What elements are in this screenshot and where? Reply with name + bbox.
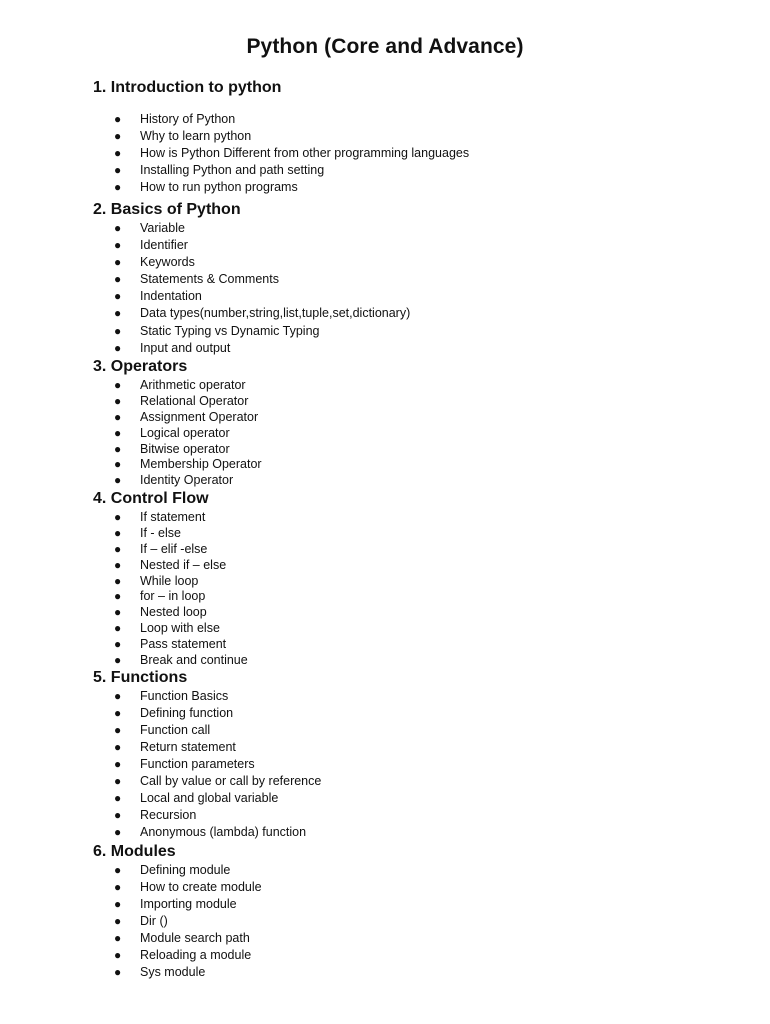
- bullet-icon: ●: [114, 706, 122, 720]
- list-item-label: How to create module: [140, 880, 262, 894]
- list-item-label: Relational Operator: [140, 393, 249, 408]
- bullet-icon: ●: [114, 757, 122, 771]
- list-item: [93, 722, 733, 739]
- bullet-icon: ●: [114, 409, 122, 424]
- bullet-icon: ●: [114, 863, 122, 877]
- list-item: [93, 425, 733, 441]
- list-item: [93, 879, 733, 896]
- list-item: [93, 441, 733, 457]
- list-item-label: Defining module: [140, 863, 231, 877]
- document-title: Python (Core and Advance): [246, 35, 524, 58]
- list-item-label: While loop: [140, 573, 199, 588]
- bullet-icon: ●: [114, 637, 122, 652]
- section-modules: [93, 842, 733, 981]
- list-item-label: Recursion: [140, 808, 197, 822]
- bullet-list: [93, 111, 733, 196]
- list-item: [93, 862, 733, 879]
- section-heading: 1. Introduction to python: [93, 79, 282, 96]
- bullet-list: [93, 509, 733, 668]
- bullet-icon: ●: [114, 723, 122, 737]
- list-item-label: Arithmetic operator: [140, 378, 246, 392]
- bullet-list: [93, 377, 733, 488]
- section-introduction: [93, 78, 733, 196]
- list-item: [93, 541, 733, 557]
- bullet-list: [93, 688, 733, 841]
- list-item: [93, 340, 733, 357]
- bullet-icon: ●: [114, 621, 122, 636]
- bullet-icon: ●: [114, 740, 122, 754]
- bullet-icon: ●: [114, 221, 122, 235]
- list-item: [93, 824, 733, 841]
- list-item-label: Bitwise operator: [140, 441, 230, 456]
- list-item: [93, 377, 733, 393]
- list-item-label: Pass statement: [140, 637, 227, 652]
- list-item-label: Loop with else: [140, 621, 220, 636]
- bullet-icon: ●: [114, 791, 122, 805]
- list-item: [93, 254, 733, 271]
- list-item: [93, 604, 733, 620]
- list-item-label: Anonymous (lambda) function: [140, 825, 307, 839]
- list-item: [93, 773, 733, 790]
- bullet-icon: ●: [114, 510, 122, 524]
- bullet-icon: ●: [114, 425, 122, 440]
- bullet-icon: ●: [114, 272, 122, 287]
- list-item: [93, 756, 733, 773]
- list-item-label: If – elif -else: [140, 541, 208, 556]
- bullet-list: [93, 220, 733, 357]
- list-item-label: Module search path: [140, 931, 250, 945]
- list-item-label: If - else: [140, 525, 181, 540]
- list-item-label: Nested loop: [140, 605, 207, 620]
- list-item: [93, 288, 733, 305]
- list-item: [93, 128, 733, 145]
- list-item: [93, 472, 733, 488]
- list-item: [93, 557, 733, 573]
- list-item: [93, 790, 733, 807]
- list-item-label: Function Basics: [140, 689, 229, 703]
- list-item-label: Identity Operator: [140, 473, 234, 488]
- list-item-label: How is Python Different from other programming languages: [140, 146, 470, 160]
- list-item-label: Keywords: [140, 255, 195, 270]
- section-heading: 6. Modules: [93, 843, 176, 860]
- list-item-label: Dir (): [140, 914, 168, 928]
- list-item: [93, 111, 733, 128]
- list-item: [93, 162, 733, 179]
- list-item: [93, 652, 733, 668]
- bullet-icon: ●: [114, 238, 122, 253]
- bullet-icon: ●: [114, 557, 122, 572]
- list-item: [93, 620, 733, 636]
- bullet-icon: ●: [114, 605, 122, 620]
- list-item-label: Statements & Comments: [140, 272, 279, 287]
- bullet-icon: ●: [114, 689, 122, 703]
- bullet-icon: ●: [114, 255, 122, 270]
- list-item: [93, 896, 733, 913]
- list-item: [93, 456, 733, 472]
- list-item-label: Variable: [140, 221, 185, 235]
- list-item-label: Data types(number,string,list,tuple,set,dictionary): [140, 306, 411, 321]
- list-item: [93, 393, 733, 409]
- list-item: [93, 705, 733, 722]
- bullet-icon: ●: [114, 525, 122, 540]
- bullet-icon: ●: [114, 573, 122, 588]
- bullet-icon: ●: [114, 589, 122, 604]
- bullet-icon: ●: [114, 541, 122, 556]
- list-item: [93, 237, 733, 254]
- list-item: [93, 509, 733, 525]
- list-item-label: If statement: [140, 510, 206, 524]
- list-item-label: Identifier: [140, 238, 188, 253]
- list-item: [93, 220, 733, 237]
- bullet-icon: ●: [114, 112, 122, 126]
- list-item-label: How to run python programs: [140, 180, 298, 194]
- section-heading: 2. Basics of Python: [93, 201, 241, 218]
- bullet-icon: ●: [114, 473, 122, 488]
- bullet-icon: ●: [114, 914, 122, 928]
- list-item: [93, 964, 733, 981]
- bullet-icon: ●: [114, 340, 122, 355]
- bullet-icon: ●: [114, 393, 122, 408]
- list-item-label: Static Typing vs Dynamic Typing: [140, 323, 320, 338]
- bullet-icon: ●: [114, 653, 122, 668]
- list-item: [93, 588, 733, 604]
- list-item: [93, 739, 733, 756]
- list-item: [93, 409, 733, 425]
- list-item: [93, 179, 733, 196]
- bullet-icon: ●: [114, 163, 122, 177]
- bullet-icon: ●: [114, 457, 122, 472]
- list-item-label: Break and continue: [140, 653, 248, 668]
- list-item: [93, 525, 733, 541]
- list-item: [93, 636, 733, 652]
- list-item: [93, 930, 733, 947]
- list-item-label: Reloading a module: [140, 948, 252, 962]
- section-basics: [93, 200, 733, 357]
- list-item-label: History of Python: [140, 112, 236, 126]
- bullet-icon: ●: [114, 378, 122, 392]
- list-item: [93, 323, 733, 340]
- list-item-label: Input and output: [140, 340, 231, 355]
- list-item-label: Nested if – else: [140, 557, 227, 572]
- list-item-label: Installing Python and path setting: [140, 163, 325, 177]
- list-item-label: Indentation: [140, 289, 202, 304]
- list-item: [93, 145, 733, 162]
- bullet-icon: ●: [114, 323, 122, 338]
- bullet-icon: ●: [114, 880, 122, 894]
- bullet-icon: ●: [114, 289, 122, 304]
- bullet-list: [93, 862, 733, 981]
- list-item: [93, 271, 733, 288]
- section-operators: [93, 357, 733, 488]
- bullet-icon: ●: [114, 146, 122, 160]
- list-item-label: Return statement: [140, 740, 236, 754]
- bullet-icon: ●: [114, 180, 122, 194]
- bullet-icon: ●: [114, 129, 122, 143]
- bullet-icon: ●: [114, 931, 122, 945]
- list-item-label: Why to learn python: [140, 129, 252, 143]
- list-item-label: for – in loop: [140, 589, 206, 604]
- bullet-icon: ●: [114, 948, 122, 962]
- list-item-label: Sys module: [140, 965, 206, 979]
- bullet-icon: ●: [114, 808, 122, 822]
- list-item-label: Assignment Operator: [140, 409, 259, 424]
- list-item: [93, 807, 733, 824]
- section-heading: 4. Control Flow: [93, 490, 209, 507]
- list-item-label: Local and global variable: [140, 791, 279, 805]
- list-item: [93, 913, 733, 930]
- list-item: [93, 573, 733, 589]
- list-item-label: Function call: [140, 723, 211, 737]
- list-item-label: Defining function: [140, 706, 234, 720]
- section-heading: 3. Operators: [93, 358, 188, 375]
- list-item-label: Call by value or call by reference: [140, 774, 322, 788]
- section-control-flow: [93, 489, 733, 668]
- bullet-icon: ●: [114, 441, 122, 456]
- list-item: [93, 688, 733, 705]
- list-item-label: Function parameters: [140, 757, 255, 771]
- section-functions: [93, 668, 733, 841]
- bullet-icon: ●: [114, 965, 122, 979]
- list-item: [93, 305, 733, 322]
- list-item-label: Logical operator: [140, 425, 230, 440]
- bullet-icon: ●: [114, 825, 122, 839]
- bullet-icon: ●: [114, 306, 122, 321]
- list-item-label: Membership Operator: [140, 457, 262, 472]
- section-heading: 5. Functions: [93, 669, 188, 686]
- bullet-icon: ●: [114, 897, 122, 911]
- bullet-icon: ●: [114, 774, 122, 788]
- list-item: [93, 947, 733, 964]
- list-item-label: Importing module: [140, 897, 237, 911]
